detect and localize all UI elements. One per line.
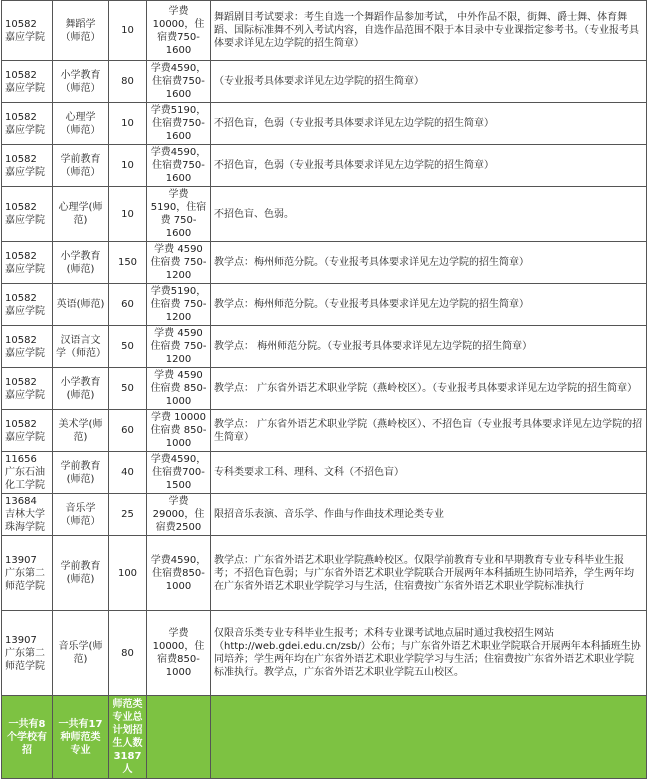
major-cell: 音乐学(师范) (53, 611, 109, 696)
fee-cell: 学费10000，住宿费750-1600 (147, 1, 211, 61)
major-cell: 英语(师范) (53, 284, 109, 326)
school-cell: 13907 广东第二师范学院 (2, 536, 53, 611)
count-cell: 10 (109, 103, 147, 145)
note-cell: 不招色盲，色弱（专业报考具体要求详见左边学院的招生简章） (211, 103, 647, 145)
note-cell: 教学点：梅州师范分院。（专业报考具体要求详见左边学院的招生简章） (211, 242, 647, 284)
fee-cell: 学费 10000 住宿费 850-1000 (147, 410, 211, 452)
summary-major-count: 一共有17种师范类专业 (53, 696, 109, 779)
summary-row (2, 696, 647, 779)
fee-cell: 学费4590，住宿费750-1600 (147, 145, 211, 187)
note-cell: 教学点：广东省外语艺术职业学院燕岭校区。仅限学前教育专业和早期教育专业专科毕业生报考；不招色盲色弱；与广东省外语艺术职业学院联合开展两年本科插班生协同培养，学生两年均在广东省外语艺术职业学院学习与生活，住宿费按广东省外语艺术职业学院标准执行 (211, 536, 647, 611)
count-cell: 60 (109, 410, 147, 452)
count-cell: 10 (109, 1, 147, 61)
summary-total-enrollment: 师范类专业总计划招生人数3187人 (109, 696, 147, 779)
table-row (2, 284, 647, 326)
count-cell: 100 (109, 536, 147, 611)
table-row (2, 61, 647, 103)
count-cell: 150 (109, 242, 147, 284)
school-cell: 11656 广东石油化工学院 (2, 452, 53, 494)
table-row (2, 1, 647, 61)
school-cell: 10582 嘉应学院 (2, 284, 53, 326)
table-row (2, 368, 647, 410)
note-cell: （专业报考具体要求详见左边学院的招生简章） (211, 61, 647, 103)
major-cell: 学前教育(师范) (53, 452, 109, 494)
count-cell: 50 (109, 326, 147, 368)
major-cell: 学前教育（师范） (53, 145, 109, 187)
major-cell: 心理学(师范) (53, 187, 109, 242)
major-cell: 美术学(师范) (53, 410, 109, 452)
count-cell: 60 (109, 284, 147, 326)
fee-cell: 学费 4590 住宿费 750-1200 (147, 326, 211, 368)
table-row (2, 410, 647, 452)
table-row (2, 494, 647, 536)
school-cell: 10582 嘉应学院 (2, 368, 53, 410)
major-cell: 小学教育(师范) (53, 242, 109, 284)
table-row (2, 611, 647, 696)
fee-cell: 学费4590，住宿费700-1500 (147, 452, 211, 494)
count-cell: 10 (109, 187, 147, 242)
summary-school-count: 一共有8个学校有招 (2, 696, 53, 779)
note-cell: 教学点： 广东省外语艺术职业学院（燕岭校区）。（专业报考具体要求详见左边学院的招生简章） (211, 368, 647, 410)
major-cell: 学前教育(师范) (53, 536, 109, 611)
school-cell: 10582 嘉应学院 (2, 242, 53, 284)
table-row (2, 242, 647, 284)
note-cell: 教学点：梅州师范分院。（专业报考具体要求详见左边学院的招生简章） (211, 284, 647, 326)
school-cell: 13907 广东第二师范学院 (2, 611, 53, 696)
note-cell: 限招音乐表演、音乐学、作曲与作曲技术理论类专业 (211, 494, 647, 536)
major-cell: 心理学（师范） (53, 103, 109, 145)
fee-cell: 学费10000，住宿费850-1000 (147, 611, 211, 696)
note-cell: 教学点： 广东省外语艺术职业学院（燕岭校区）、不招色盲（专业报考具体要求详见左边学院的招生简章） (211, 410, 647, 452)
fee-cell: 学费5190，住宿费750-1600 (147, 103, 211, 145)
school-cell: 10582 嘉应学院 (2, 1, 53, 61)
note-cell: 不招色盲，色弱（专业报考具体要求详见左边学院的招生简章） (211, 145, 647, 187)
fee-cell: 学费5190，住宿费 750-1200 (147, 284, 211, 326)
count-cell: 80 (109, 61, 147, 103)
table-row (2, 452, 647, 494)
enrollment-table (1, 0, 647, 779)
major-cell: 小学教育（师范） (53, 61, 109, 103)
note-cell: 舞蹈剧目考试要求：考生自选一个舞蹈作品参加考试， 中外作品不限，街舞、爵士舞、体育舞蹈、国际标准舞不列入考试内容，自选作品范围不限于本目录中专业课指定参考书。（专业报考具体要求详见左边学院的招生简章） (211, 1, 647, 61)
count-cell: 80 (109, 611, 147, 696)
school-cell: 10582 嘉应学院 (2, 61, 53, 103)
fee-cell: 学费4590，住宿费850-1000 (147, 536, 211, 611)
major-cell: 小学教育(师范) (53, 368, 109, 410)
fee-cell: 学费 4590 住宿费 850-1000 (147, 368, 211, 410)
school-cell: 10582 嘉应学院 (2, 187, 53, 242)
table-row (2, 103, 647, 145)
fee-cell: 学费 4590住宿费 750-1200 (147, 242, 211, 284)
table-row (2, 145, 647, 187)
major-cell: 汉语言文学（师范） (53, 326, 109, 368)
count-cell: 40 (109, 452, 147, 494)
school-cell: 13684 吉林大学珠海学院 (2, 494, 53, 536)
table-row (2, 187, 647, 242)
fee-cell: 学费29000，住宿费2500 (147, 494, 211, 536)
table-row (2, 536, 647, 611)
fee-cell: 学费 5190，住宿费 750-1600 (147, 187, 211, 242)
school-cell: 10582 嘉应学院 (2, 410, 53, 452)
summary-blank-cell (211, 696, 647, 779)
note-cell: 不招色盲、色弱。 (211, 187, 647, 242)
table-row (2, 326, 647, 368)
note-cell: 专科类要求工科、理科、文科（不招色盲） (211, 452, 647, 494)
school-cell: 10582 嘉应学院 (2, 103, 53, 145)
fee-cell: 学费4590，住宿费750-1600 (147, 61, 211, 103)
school-cell: 10582 嘉应学院 (2, 326, 53, 368)
major-cell: 音乐学（师范） (53, 494, 109, 536)
note-cell: 教学点： 梅州师范分院。（专业报考具体要求详见左边学院的招生简章） (211, 326, 647, 368)
table-body (2, 1, 647, 779)
summary-blank-cell (147, 696, 211, 779)
school-cell: 10582 嘉应学院 (2, 145, 53, 187)
note-cell: 仅限音乐类专业专科毕业生报考；术科专业课考试地点届时通过我校招生网站（http://web.gdei.edu.cn/zsb/）公布；与广东省外语艺术职业学院联合开展两年本科插班生协同培养；学生两年均在广东省外语艺术职业学院学习与生活；住宿费按广东省外语艺术职业学院标准执行。教学点，广东省外语艺术职业学院五山校区。 (211, 611, 647, 696)
count-cell: 10 (109, 145, 147, 187)
count-cell: 25 (109, 494, 147, 536)
major-cell: 舞蹈学（师范） (53, 1, 109, 61)
count-cell: 50 (109, 368, 147, 410)
